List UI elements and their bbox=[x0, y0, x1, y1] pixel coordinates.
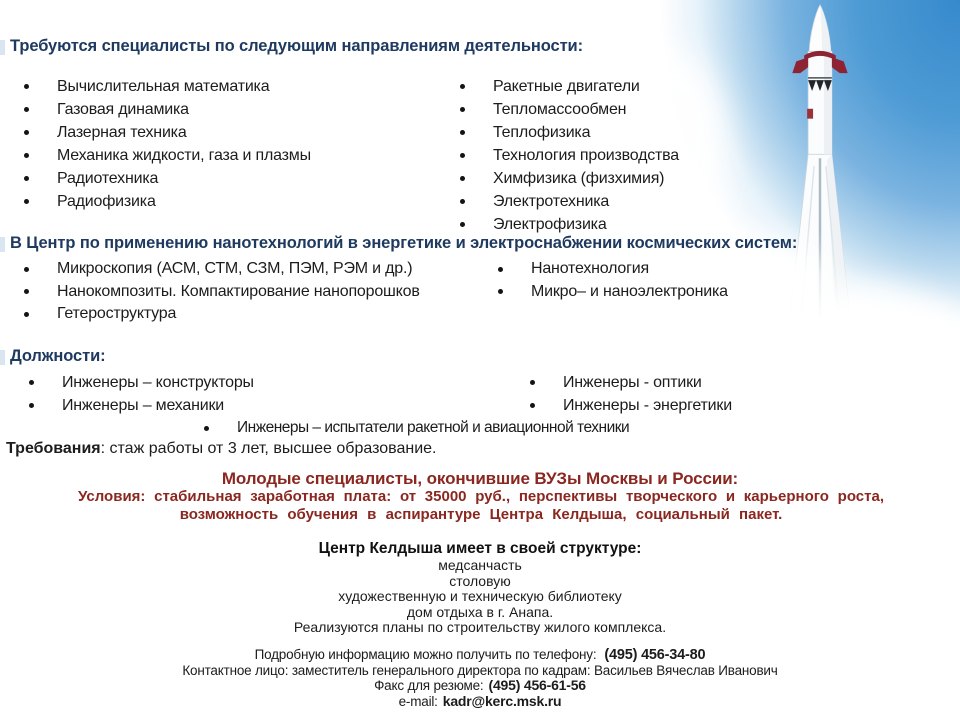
structure-item: медсанчасть bbox=[438, 557, 522, 573]
heading-accent bbox=[0, 350, 5, 365]
positions-left-list bbox=[29, 371, 254, 417]
young-specialists-heading: Молодые специалисты, окончившие ВУЗы Москвы и России: bbox=[221, 469, 739, 488]
bullet-icon bbox=[24, 267, 29, 272]
fax-number: (495) 456-61-56 bbox=[488, 677, 586, 693]
list-item bbox=[460, 190, 679, 213]
list-item-label: Механика жидкости, газа и плазмы bbox=[57, 146, 311, 164]
bullet-icon bbox=[530, 403, 535, 408]
phone-number: (495) 456-34-80 bbox=[604, 647, 706, 663]
list-item bbox=[24, 144, 311, 167]
list-item-label: Инженеры – конструкторы bbox=[62, 373, 254, 391]
phone-line bbox=[0, 647, 960, 663]
nanotech-left-list bbox=[24, 258, 420, 326]
list-item bbox=[24, 75, 311, 98]
list-item bbox=[460, 75, 679, 98]
list-item bbox=[530, 371, 732, 394]
bullet-icon bbox=[24, 130, 29, 135]
list-item bbox=[460, 121, 679, 144]
bullet-icon bbox=[460, 130, 465, 135]
contacts-block bbox=[0, 647, 960, 709]
email-line bbox=[0, 694, 960, 710]
bullet-icon bbox=[498, 289, 503, 294]
fax-line bbox=[0, 678, 960, 694]
email-label: e-mail: bbox=[398, 693, 438, 709]
list-item-label: Газовая динамика bbox=[57, 100, 189, 118]
section-nanotech-heading: В Центр по применению нанотехнологий в энергетике и электроснабжении космических систем: bbox=[10, 234, 798, 252]
bullet-icon bbox=[29, 380, 34, 385]
bullet-icon bbox=[460, 153, 465, 158]
section-positions-heading: Должности: bbox=[10, 347, 106, 365]
positions-right-list bbox=[530, 371, 732, 417]
list-item-label: Теплофизика bbox=[493, 123, 591, 141]
list-item-label: Микро– и наноэлектроника bbox=[531, 282, 728, 300]
list-item-label: Тепломассообмен bbox=[493, 100, 627, 118]
structure-item: Реализуются планы по строительству жилого комплекса. bbox=[293, 619, 667, 635]
directions-left-list bbox=[24, 75, 311, 213]
list-item-label: Гетероструктура bbox=[57, 305, 177, 323]
contact-person-line bbox=[0, 663, 960, 679]
requirements-text: : стаж работы от 3 лет, высшее образование. bbox=[100, 440, 437, 457]
positions-center-item bbox=[204, 417, 629, 439]
list-item bbox=[29, 371, 254, 394]
bullet-icon bbox=[460, 222, 465, 227]
list-item-label: Инженеры - энергетики bbox=[563, 396, 732, 414]
directions-right-list bbox=[460, 75, 679, 236]
list-item-label: Инженеры - оптики bbox=[563, 373, 702, 391]
bullet-icon bbox=[24, 199, 29, 204]
phone-label: Подробную информацию можно получить по телефону: bbox=[254, 647, 597, 662]
requirements-line bbox=[6, 440, 436, 458]
list-item-label: Электротехника bbox=[493, 192, 610, 210]
list-item bbox=[460, 98, 679, 121]
email-address: kadr@kerc.msk.ru bbox=[442, 692, 562, 709]
list-item-label: Ракетные двигатели bbox=[493, 77, 640, 95]
list-item bbox=[24, 258, 420, 281]
conditions-line-2: возможность обучения в аспирантуре Центра Келдыша, социальный пакет. bbox=[179, 505, 783, 523]
structure-item: художественную и техническую библиотеку bbox=[338, 588, 622, 604]
bullet-icon bbox=[24, 107, 29, 112]
bullet-icon bbox=[29, 403, 34, 408]
heading-accent bbox=[0, 40, 5, 55]
rocket-photo bbox=[652, 0, 960, 386]
nanotech-right-list bbox=[498, 258, 728, 303]
list-item bbox=[530, 394, 732, 417]
bullet-icon bbox=[24, 289, 29, 294]
list-item-label: Микроскопия (АСМ, СТМ, СЗМ, ПЭМ, РЭМ и др.) bbox=[57, 260, 413, 278]
structure-item: дом отдыха в г. Анапа. bbox=[406, 603, 554, 620]
contact-person: Контактное лицо: заместитель генерального директора по кадрам: Васильев Вячеслав Иванович bbox=[182, 662, 778, 678]
list-item bbox=[24, 98, 311, 121]
list-item bbox=[460, 213, 679, 236]
structure-list bbox=[0, 558, 960, 636]
list-item bbox=[204, 417, 629, 439]
list-item-label: Нанокомпозиты. Компактирование нанопорошков bbox=[57, 282, 420, 300]
list-item-label: Инженеры – механики bbox=[62, 396, 225, 414]
bullet-icon bbox=[204, 426, 209, 431]
requirements-label: Требования bbox=[6, 440, 101, 457]
bullet-icon bbox=[24, 176, 29, 181]
bullet-icon bbox=[460, 84, 465, 89]
list-item bbox=[498, 258, 728, 281]
list-item bbox=[24, 121, 311, 144]
list-item-label: Радиофизика bbox=[57, 192, 156, 210]
structure-item: столовую bbox=[449, 572, 511, 589]
heading-accent bbox=[0, 237, 5, 252]
list-item-label: Нанотехнология bbox=[531, 260, 649, 278]
bullet-icon bbox=[24, 84, 29, 89]
bullet-icon bbox=[24, 153, 29, 158]
list-item bbox=[29, 394, 254, 417]
fax-label: Факс для резюме: bbox=[374, 678, 484, 693]
list-item-label: Инженеры – испытатели ракетной и авиационной техники bbox=[237, 419, 630, 436]
list-item-label: Химфизика (физхимия) bbox=[493, 169, 665, 187]
list-item bbox=[24, 190, 311, 213]
list-item-label: Электрофизика bbox=[493, 215, 607, 233]
list-item-label: Вычислительная математика bbox=[57, 77, 270, 95]
bullet-icon bbox=[498, 267, 503, 272]
structure-heading: Центр Келдыша имеет в своей структуре: bbox=[318, 540, 642, 557]
list-item bbox=[460, 144, 679, 167]
bullet-icon bbox=[460, 176, 465, 181]
conditions-block bbox=[78, 488, 884, 523]
bullet-icon bbox=[460, 107, 465, 112]
section-directions-heading: Требуются специалисты по следующим направлениям деятельности: bbox=[10, 37, 583, 55]
conditions-line-1: Условия: стабильная заработная плата: от 35000 руб., перспективы творческого и карьерного роста, bbox=[78, 488, 884, 505]
list-item-label: Технология производства bbox=[493, 146, 679, 164]
bullet-icon bbox=[24, 312, 29, 317]
list-item-label: Радиотехника bbox=[57, 169, 159, 187]
list-item bbox=[24, 167, 311, 190]
list-item bbox=[24, 281, 420, 304]
list-item bbox=[460, 167, 679, 190]
bullet-icon bbox=[460, 199, 465, 204]
list-item bbox=[24, 303, 420, 326]
list-item-label: Лазерная техника bbox=[57, 123, 187, 141]
list-item bbox=[498, 281, 728, 304]
bullet-icon bbox=[530, 380, 535, 385]
